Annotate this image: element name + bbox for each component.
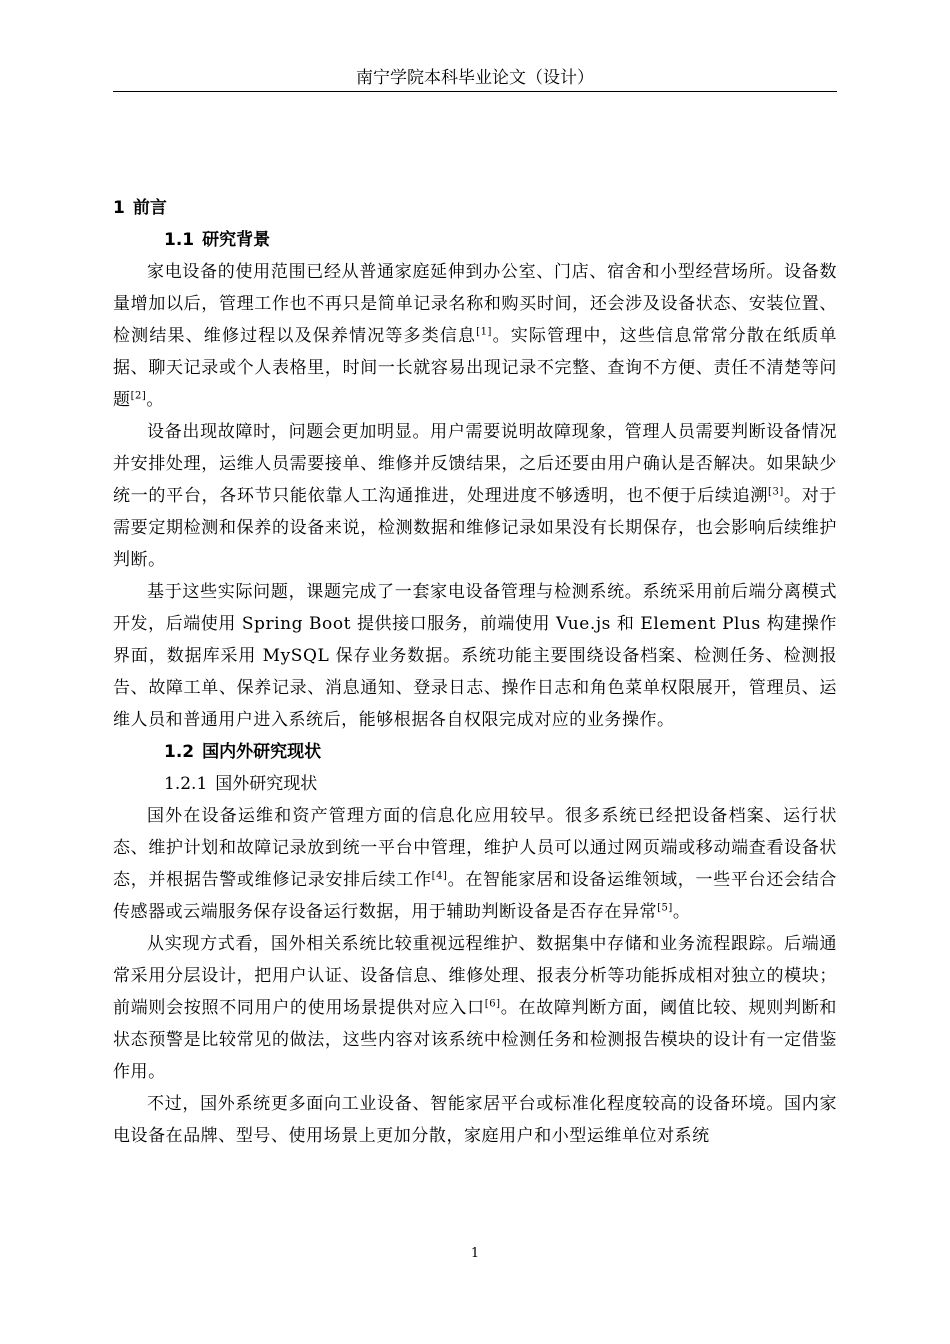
citation-ref: [1] xyxy=(476,326,492,338)
paragraph-text: 。 xyxy=(672,902,691,922)
citation-ref: [4] xyxy=(431,870,448,882)
paragraph-text: 。在故障判断方面，阈值比较、规则判断和状态预警是比较常见的做法，这些内容对该系统中检测任务和检测报告模块的设计有一定借鉴作用。 xyxy=(113,998,837,1082)
paragraph-text: 。 xyxy=(146,390,164,410)
paragraph-foreign-1 xyxy=(113,800,837,928)
section-number: 1.1 xyxy=(164,230,195,250)
paragraph-text: 从实现方式看，国外相关系统比较重视远程维护、数据集中存储和业务流程跟踪。后端通常采用分层设计，把用户认证、设备信息、维修处理、报表分析等功能拆成相对独立的模块；前端则会按照不同用户的使用场景提供对应入口 xyxy=(113,934,837,1018)
paragraph-foreign-2 xyxy=(113,928,837,1088)
section-heading-1-2 xyxy=(113,736,837,768)
page-body xyxy=(113,192,837,1152)
citation-ref: [2] xyxy=(130,390,147,402)
section-title: 研究背景 xyxy=(202,230,271,250)
section-heading-1-2-1 xyxy=(113,768,837,800)
paragraph-text: 。对于需要定期检测和保养的设备来说，检测数据和维修记录如果没有长期保存，也会影响后续维护判断。 xyxy=(113,486,837,570)
section-heading-1 xyxy=(113,192,837,224)
citation-ref: [5] xyxy=(657,902,673,914)
paragraph-text: 。在智能家居和设备运维领域，一些平台还会结合传感器或云端服务保存设备运行数据，用于辅助判断设备是否存在异常 xyxy=(113,870,837,922)
page-header-title: 南宁学院本科毕业论文（设计） xyxy=(356,68,594,88)
paragraph-foreign-3: 不过，国外系统更多面向工业设备、智能家居平台或标准化程度较高的设备环境。国内家电设备在品牌、型号、使用场景上更加分散，家庭用户和小型运维单位对系统 xyxy=(113,1094,837,1146)
paragraph-text: 。实际管理中，这些信息常常分散在纸质单据、聊天记录或个人表格里，时间一长就容易出现记录不完整、查询不方便、责任不清楚等问题 xyxy=(113,326,838,410)
page-number: 1 xyxy=(470,1246,480,1261)
section-number: 1.2.1 xyxy=(164,774,208,794)
section-number: 1 xyxy=(113,198,125,218)
paragraph-text: 国外在设备运维和资产管理方面的信息化应用较早。很多系统已经把设备档案、运行状态、维护计划和故障记录放到统一平台中管理，维护人员可以通过网页端或移动端查看设备状态，并根据告警或维修记录安排后续工作 xyxy=(113,806,837,890)
paragraph-text: 家电设备的使用范围已经从普通家庭延伸到办公室、门店、宿舍和小型经营场所。设备数量增加以后，管理工作也不再只是简单记录名称和购买时间，还会涉及设备状态、安装位置、检测结果、维修过程以及保养情况等多类信息 xyxy=(113,262,837,346)
section-title: 国内外研究现状 xyxy=(202,742,322,762)
section-number: 1.2 xyxy=(164,742,195,762)
section-title: 前言 xyxy=(132,198,167,218)
section-title: 国外研究现状 xyxy=(215,774,318,794)
section-heading-1-1 xyxy=(113,224,837,256)
header-divider xyxy=(113,91,837,92)
citation-ref: [6] xyxy=(484,998,501,1010)
paragraph-background-1 xyxy=(113,256,837,416)
citation-ref: [3] xyxy=(768,486,784,498)
paragraph-background-3: 基于这些实际问题，课题完成了一套家电设备管理与检测系统。系统采用前后端分离模式开发，后端使用 Spring Boot 提供接口服务，前端使用 Vue.js 和 Element Plus 构建操作界面，数据库采用 MySQL 保存业务数据。系统功能主要围绕设备档案、检测任务、检测报告、故障工单、保养记录、消息通知、登录日志、操作日志和角色菜单权限展开，管理员、运维人员和普通用户进入系统后，能够根据各自权限完成对应的业务操作。 xyxy=(113,582,837,730)
paragraph-background-2 xyxy=(113,416,837,576)
paragraph-text: 设备出现故障时，问题会更加明显。用户需要说明故障现象，管理人员需要判断设备情况并安排处理，运维人员需要接单、维修并反馈结果，之后还要由用户确认是否解决。如果缺少统一的平台，各环节只能依靠人工沟通推进，处理进度不够透明，也不便于后续追溯 xyxy=(113,422,837,506)
